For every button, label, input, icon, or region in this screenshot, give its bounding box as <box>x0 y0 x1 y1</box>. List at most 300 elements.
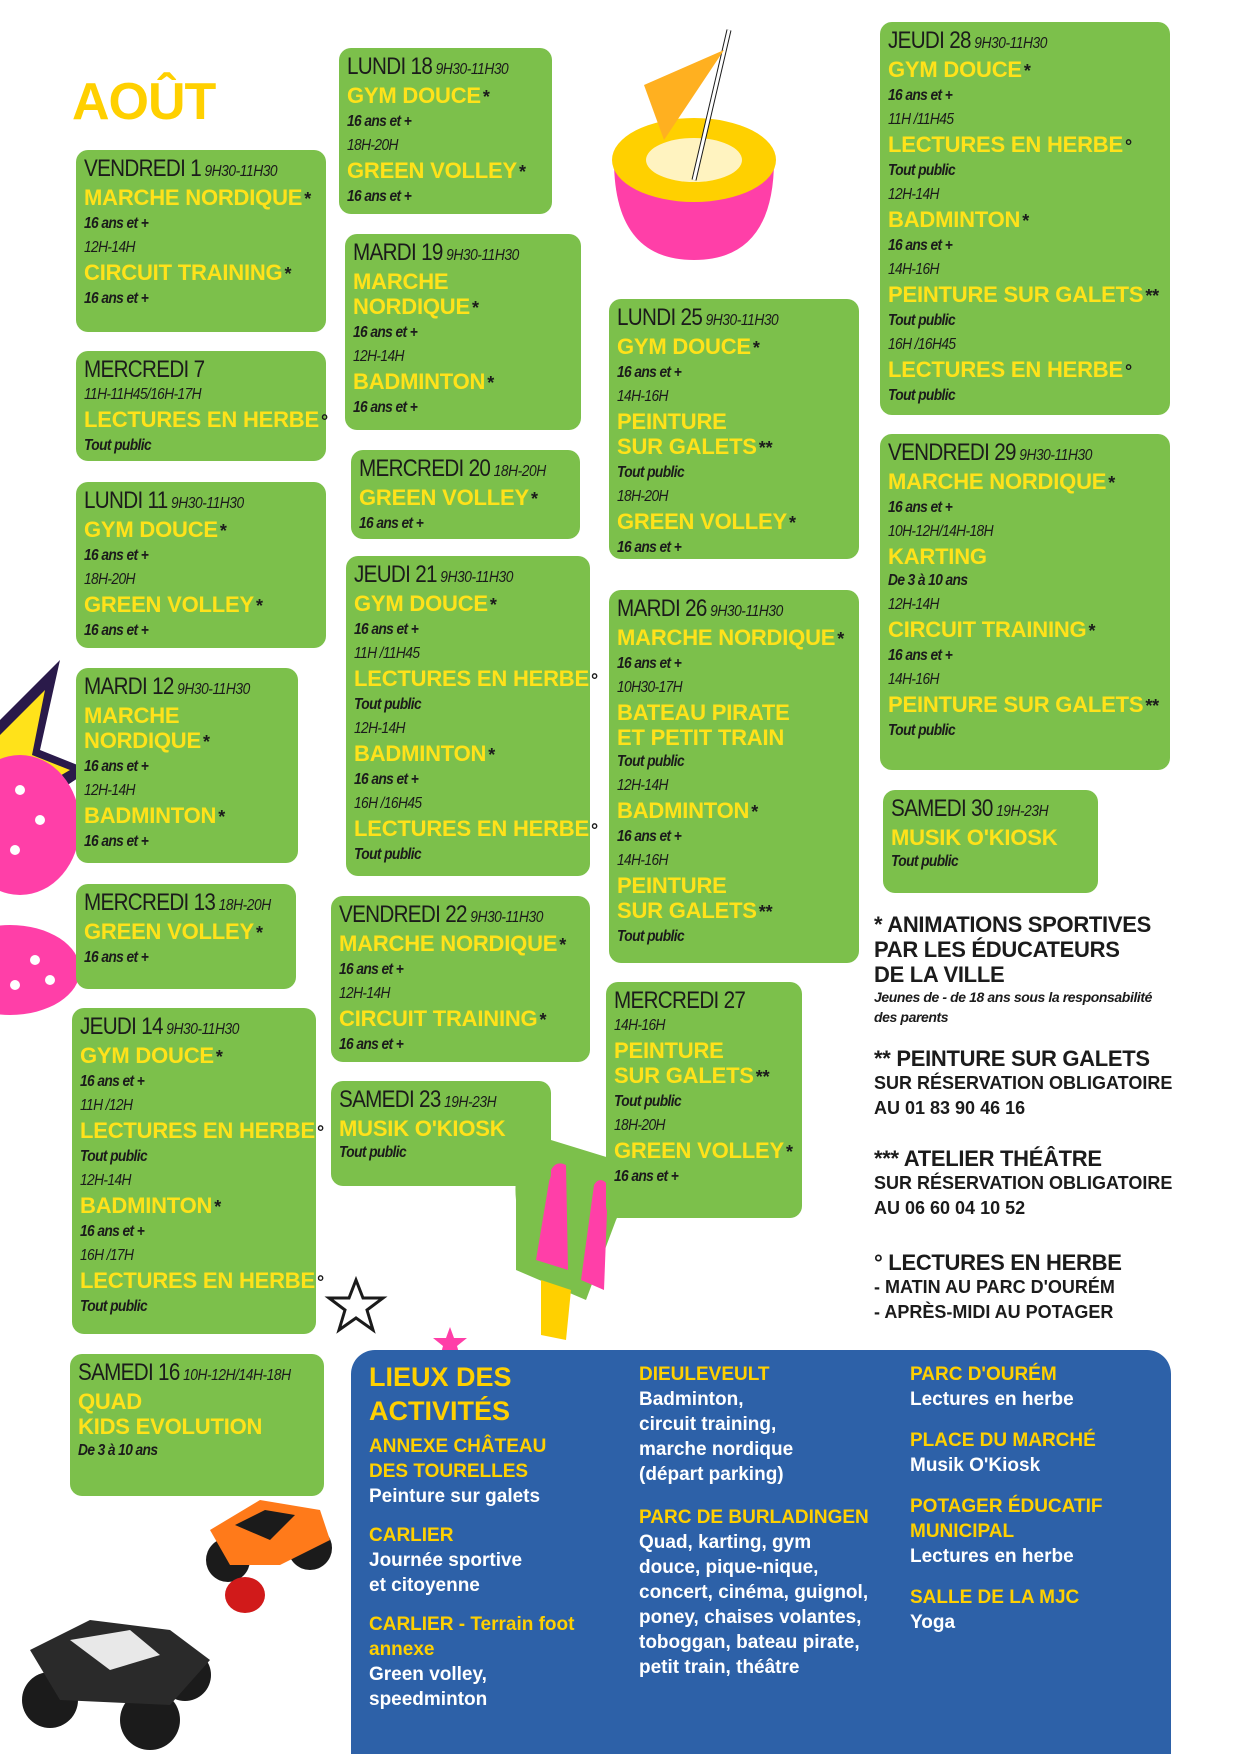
activity-marker: ° <box>316 1272 324 1292</box>
activity-label: GREEN VOLLEY <box>84 919 254 944</box>
activity-label: MARCHE <box>353 269 449 294</box>
activity-name <box>84 185 316 212</box>
legend-theatre-line-1: SUR RÉSERVATION OBLIGATOIRE <box>874 1173 1173 1193</box>
activity-hours: 11H /12H <box>80 1097 133 1114</box>
activity-marker: * <box>489 595 497 615</box>
activity-audience: 16 ans et + <box>888 87 953 104</box>
day-time: 9H30-11H30 <box>204 163 278 180</box>
activity-label: GREEN VOLLEY <box>84 592 254 617</box>
activity-label: GREEN VOLLEY <box>614 1138 784 1163</box>
day-card <box>883 790 1098 893</box>
activity-audience: 16 ans et + <box>617 364 682 381</box>
activity-marker: * <box>215 1047 223 1067</box>
lieux-title-1: LIEUX DES <box>369 1362 512 1392</box>
day-time: 9H30-11H30 <box>446 247 519 264</box>
day-time: 9H30-11H30 <box>974 35 1047 52</box>
activity-audience: 16 ans et + <box>84 949 149 966</box>
lieux-panel <box>351 1350 1171 1754</box>
activity-audience: Tout public <box>354 846 422 863</box>
activity-hours: 16H /17H <box>80 1247 134 1264</box>
day-card <box>339 48 552 214</box>
day-time: 9H30-11H30 <box>171 495 244 512</box>
activity-audience: 16 ans et + <box>353 324 418 341</box>
activity-marker: * <box>752 338 760 358</box>
day-date <box>84 357 284 383</box>
activity-label: LECTURES EN HERBE <box>354 666 589 691</box>
lieu-activities: Musik O'Kiosk <box>910 1455 1041 1476</box>
day-card <box>351 450 580 539</box>
activity-audience: 16 ans et + <box>617 655 682 672</box>
activity-marker: * <box>255 596 263 616</box>
day-date-label: JEUDI 14 <box>80 1013 163 1040</box>
activity-label: QUAD <box>78 1389 142 1414</box>
day-date-label: SAMEDI 23 <box>339 1086 441 1113</box>
activity-marker: * <box>1108 473 1116 493</box>
activity-label: GYM DOUCE <box>84 517 218 542</box>
lieu-activities: Lectures en herbe <box>910 1389 1074 1410</box>
activity-hours: 12H-14H <box>84 239 135 256</box>
activity-hours: 11H /11H45 <box>888 111 954 128</box>
day-date-label: MERCREDI 20 <box>359 455 491 482</box>
activity-name <box>617 434 849 461</box>
activity-name <box>84 260 316 287</box>
activity-label: MUSIK O'KIOSK <box>891 825 1058 850</box>
activity-name <box>617 798 849 825</box>
day-date <box>339 902 546 931</box>
activity-name <box>84 803 288 830</box>
activity-label: GREEN VOLLEY <box>359 485 529 510</box>
day-date <box>354 562 548 591</box>
activity-label: LECTURES EN HERBE <box>888 132 1123 157</box>
activity-label: NORDIQUE <box>84 728 201 753</box>
activity-name <box>347 158 542 185</box>
activity-label: CIRCUIT TRAINING <box>888 617 1087 642</box>
activity-audience: Tout public <box>617 753 685 770</box>
day-card <box>331 896 590 1062</box>
legend-theatre-line-2: AU 06 60 04 10 52 <box>874 1198 1026 1218</box>
day-time: 9H30-11H30 <box>166 1021 239 1038</box>
lieux-column-3 <box>910 1362 1160 1651</box>
day-time: 9H30-11H30 <box>440 569 513 586</box>
activity-label: BADMINTON <box>353 369 486 394</box>
activity-name <box>354 666 598 693</box>
activity-hours: 12H-14H <box>888 596 939 613</box>
activity-name <box>888 692 1160 719</box>
lieu-activities: Yoga <box>910 1612 956 1633</box>
legend-theatre <box>874 1146 1172 1221</box>
lieu-name: POTAGER ÉDUCATIF <box>910 1496 1103 1517</box>
activity-audience: 16 ans et + <box>84 622 149 639</box>
activity-name <box>359 485 570 512</box>
day-date <box>617 596 817 625</box>
legend-sport-title-3: DE LA VILLE <box>874 962 1005 987</box>
activity-marker: ° <box>1124 361 1132 381</box>
activity-name <box>354 741 580 768</box>
lieu-activities: douce, pique-nique, <box>639 1557 819 1578</box>
activity-label: PEINTURE <box>614 1038 724 1063</box>
activity-marker: * <box>518 162 526 182</box>
activity-label: BADMINTON <box>888 207 1021 232</box>
activity-marker: ** <box>1145 286 1159 306</box>
activity-label: BADMINTON <box>84 803 217 828</box>
lieu-name: PARC D'OURÉM <box>910 1364 1057 1385</box>
day-card <box>880 434 1170 770</box>
activity-marker: * <box>219 521 227 541</box>
activity-audience: 16 ans et + <box>888 237 953 254</box>
activity-marker: * <box>751 802 759 822</box>
day-date <box>359 455 546 485</box>
activity-label: CIRCUIT TRAINING <box>84 260 283 285</box>
activity-name <box>888 282 1160 309</box>
activity-name <box>78 1389 314 1414</box>
activity-label: ET PETIT TRAIN <box>617 725 785 750</box>
activity-marker: * <box>202 732 210 752</box>
activity-audience: De 3 à 10 ans <box>78 1442 158 1459</box>
lieu-name: PLACE DU MARCHÉ <box>910 1430 1096 1451</box>
activity-name <box>617 409 849 434</box>
activity-marker: ** <box>758 438 773 458</box>
activity-hours: 12H-14H <box>84 782 135 799</box>
activity-label: MARCHE <box>84 703 180 728</box>
activity-name <box>617 700 849 725</box>
activity-name <box>617 509 849 536</box>
activity-marker: * <box>218 807 226 827</box>
day-date-label: MARDI 12 <box>84 673 174 700</box>
day-date-label: LUNDI 18 <box>347 53 433 80</box>
activity-label: GREEN VOLLEY <box>347 158 517 183</box>
lieu-activities: et citoyenne <box>369 1575 480 1596</box>
activity-name <box>80 1268 324 1295</box>
activity-audience: 16 ans et + <box>888 499 953 516</box>
activity-name <box>353 369 571 396</box>
activity-marker: ° <box>320 411 328 431</box>
day-date <box>84 156 284 185</box>
activity-marker: * <box>559 935 567 955</box>
activity-audience: 16 ans et + <box>617 828 682 845</box>
activity-label: MARCHE NORDIQUE <box>617 625 836 650</box>
lieu-block <box>910 1428 1160 1478</box>
day-date <box>617 305 817 334</box>
activity-label: PEINTURE SUR GALETS <box>888 692 1144 717</box>
lieu-block <box>910 1585 1160 1635</box>
activity-name <box>84 407 328 434</box>
activity-audience: Tout public <box>888 312 956 329</box>
activity-marker: * <box>1088 621 1096 641</box>
activity-hours: 14H-16H <box>614 1017 665 1034</box>
day-date-label: SAMEDI 30 <box>891 795 993 822</box>
lieu-block <box>369 1612 609 1712</box>
day-card <box>609 299 859 559</box>
activity-marker: * <box>785 1142 793 1162</box>
activity-hours: 12H-14H <box>80 1172 131 1189</box>
activity-name <box>84 592 316 619</box>
activity-name <box>888 617 1160 644</box>
lieux-title-2: ACTIVITÉS <box>369 1396 511 1426</box>
activity-marker: * <box>1022 211 1030 231</box>
legend-sport <box>874 912 1152 1027</box>
activity-hours: 11H-11H45/16H-17H <box>84 386 201 403</box>
lieu-name: ANNEXE CHÂTEAU <box>369 1436 547 1457</box>
activity-marker: ** <box>1145 696 1159 716</box>
day-date-label: MARDI 26 <box>617 595 707 622</box>
activity-hours: 14H-16H <box>617 852 668 869</box>
day-date-label: MERCREDI 27 <box>614 987 746 1014</box>
day-time: 9H30-11H30 <box>710 603 783 620</box>
activity-label: CIRCUIT TRAINING <box>339 1006 538 1031</box>
legend-lectures-line-2: - APRÈS-MIDI AU POTAGER <box>874 1302 1114 1322</box>
activity-name <box>84 728 288 755</box>
activity-marker: * <box>487 373 495 393</box>
lieu-activities: petit train, théâtre <box>639 1657 800 1678</box>
activity-name <box>617 873 849 898</box>
day-date-label: VENDREDI 1 <box>84 155 202 182</box>
quad-bikes-illustration <box>20 1470 330 1750</box>
activity-marker: * <box>530 489 538 509</box>
activity-audience: 16 ans et + <box>84 833 149 850</box>
activity-name <box>888 469 1160 496</box>
activity-audience: 16 ans et + <box>347 188 412 205</box>
activity-marker: * <box>304 189 312 209</box>
day-time: 18H-20H <box>218 897 271 914</box>
lieu-activities: poney, chaises volantes, <box>639 1607 862 1628</box>
activity-name <box>617 898 849 925</box>
activity-name <box>80 1193 306 1220</box>
activity-name <box>339 1006 580 1033</box>
day-card <box>76 150 326 332</box>
activity-label: MARCHE NORDIQUE <box>888 469 1107 494</box>
lieu-activities: Peinture sur galets <box>369 1486 541 1507</box>
day-date-label: JEUDI 21 <box>354 561 437 588</box>
day-date-label: MARDI 19 <box>353 239 443 266</box>
activity-label: GYM DOUCE <box>888 57 1022 82</box>
activity-audience: De 3 à 10 ans <box>888 572 968 589</box>
activity-marker: * <box>255 923 263 943</box>
activity-name <box>339 931 580 958</box>
lieu-activities: speedminton <box>369 1689 488 1710</box>
activity-hours: 14H-16H <box>888 261 939 278</box>
day-date-label: LUNDI 25 <box>617 304 703 331</box>
lieu-activities: toboggan, bateau pirate, <box>639 1632 860 1653</box>
activity-label: MUSIK O'KIOSK <box>339 1116 506 1141</box>
activity-marker: * <box>482 87 490 107</box>
lieu-activities: Green volley, <box>369 1664 487 1685</box>
legend-galets-line-2: AU 01 83 90 46 16 <box>874 1098 1026 1118</box>
activity-label: SUR GALETS <box>617 434 757 459</box>
day-date <box>347 54 515 83</box>
activity-name <box>80 1043 306 1070</box>
activity-label: KIDS EVOLUTION <box>78 1414 263 1439</box>
activity-label: PEINTURE SUR GALETS <box>888 282 1144 307</box>
activity-hours: 12H-14H <box>617 777 668 794</box>
activity-name <box>354 816 598 843</box>
activity-hours: 18H-20H <box>84 571 135 588</box>
activity-hours: 10H-12H/14H-18H <box>888 523 993 540</box>
activity-audience: Tout public <box>888 387 956 404</box>
day-time: 19H-23H <box>444 1094 497 1111</box>
activity-marker: ** <box>755 1067 770 1087</box>
day-card <box>76 351 326 461</box>
activity-audience: Tout public <box>617 928 685 945</box>
activity-marker: * <box>471 298 479 318</box>
activity-name <box>84 517 316 544</box>
activity-label: PEINTURE <box>617 409 727 434</box>
activity-name <box>347 83 542 110</box>
activity-audience: Tout public <box>84 437 152 454</box>
lieu-name: MUNICIPAL <box>910 1521 1015 1542</box>
lieu-name: DIEULEVEULT <box>639 1364 770 1385</box>
lieu-name: DES TOURELLES <box>369 1461 529 1482</box>
activity-audience: Tout public <box>888 162 956 179</box>
activity-name <box>353 294 571 321</box>
day-card <box>76 482 326 648</box>
activity-label: LECTURES EN HERBE <box>354 816 589 841</box>
activity-audience: Tout public <box>617 464 685 481</box>
legend-sport-note-2: des parents <box>874 1009 949 1025</box>
day-date-label: JEUDI 28 <box>888 27 971 54</box>
activity-label: BADMINTON <box>80 1193 213 1218</box>
activity-marker: ° <box>1124 136 1132 156</box>
day-time: 10H-12H/14H-18H <box>183 1367 291 1384</box>
activity-label: BATEAU PIRATE <box>617 700 790 725</box>
lieu-activities: Lectures en herbe <box>910 1546 1074 1567</box>
day-date-label: MERCREDI 7 <box>84 356 205 383</box>
activity-hours: 11H /11H45 <box>354 645 420 662</box>
lieu-name: annexe <box>369 1639 435 1660</box>
legend-lectures <box>874 1250 1122 1325</box>
activity-marker: * <box>837 629 845 649</box>
lieu-name: PARC DE BURLADINGEN <box>639 1507 869 1528</box>
legend-galets-title: ** PEINTURE SUR GALETS <box>874 1046 1150 1071</box>
activity-name <box>80 1118 324 1145</box>
activity-audience: 16 ans et + <box>339 961 404 978</box>
day-card <box>880 22 1170 415</box>
activity-audience: 16 ans et + <box>614 1168 679 1185</box>
activity-name <box>84 703 288 728</box>
activity-audience: 16 ans et + <box>617 539 682 556</box>
legend-lectures-title: ° LECTURES EN HERBE <box>874 1250 1122 1275</box>
day-date <box>891 796 1060 825</box>
activity-name <box>84 919 286 946</box>
activity-audience: 16 ans et + <box>354 621 419 638</box>
lieu-activities: circuit training, <box>639 1414 777 1435</box>
day-date-label: VENDREDI 22 <box>339 901 467 928</box>
day-time: 18H-20H <box>493 463 546 480</box>
day-date-label: LUNDI 11 <box>84 487 168 514</box>
day-card <box>609 590 859 963</box>
day-time: 9H30-11H30 <box>177 681 250 698</box>
activity-hours: 12H-14H <box>353 348 404 365</box>
activity-name <box>888 132 1160 159</box>
activity-name <box>891 825 1088 850</box>
day-date-label: SAMEDI 16 <box>78 1359 180 1386</box>
activity-audience: Tout public <box>80 1148 148 1165</box>
activity-marker: * <box>214 1197 222 1217</box>
activity-name <box>888 57 1160 84</box>
day-card <box>606 982 802 1218</box>
activity-name <box>353 269 571 294</box>
day-date <box>80 1014 274 1043</box>
activity-audience: Tout public <box>888 722 956 739</box>
activity-audience: Tout public <box>339 1144 407 1161</box>
day-card <box>345 234 581 430</box>
day-date-label: MERCREDI 13 <box>84 889 216 916</box>
activity-audience: 16 ans et + <box>80 1223 145 1240</box>
activity-name <box>614 1038 792 1063</box>
activity-audience: 16 ans et + <box>888 647 953 664</box>
day-card <box>76 668 298 863</box>
activity-label: LECTURES EN HERBE <box>84 407 319 432</box>
lieu-block <box>369 1523 609 1598</box>
legend-theatre-title: *** ATELIER THÉÂTRE <box>874 1146 1102 1171</box>
activity-marker: ° <box>590 670 598 690</box>
lieu-activities: marche nordique <box>639 1439 794 1460</box>
day-time: 9H30-11H30 <box>435 61 509 78</box>
activity-label: LECTURES EN HERBE <box>80 1118 315 1143</box>
lieu-name: SALLE DE LA MJC <box>910 1587 1080 1608</box>
lieu-block <box>910 1362 1160 1412</box>
lieu-block <box>639 1505 899 1680</box>
day-date <box>614 988 767 1014</box>
activity-audience: Tout public <box>891 853 959 870</box>
legend-sport-title-1: * ANIMATIONS SPORTIVES <box>874 912 1151 937</box>
activity-audience: 16 ans et + <box>339 1036 404 1053</box>
day-date <box>888 440 1122 469</box>
day-card <box>70 1354 324 1496</box>
activity-label: BADMINTON <box>617 798 750 823</box>
activity-hours: 16H /16H45 <box>888 336 956 353</box>
day-date <box>84 674 259 703</box>
activity-audience: 16 ans et + <box>353 399 418 416</box>
activity-label: GYM DOUCE <box>617 334 751 359</box>
activity-hours: 18H-20H <box>617 488 668 505</box>
activity-hours: 12H-14H <box>354 720 405 737</box>
lieux-column-2 <box>639 1362 899 1698</box>
activity-name <box>614 1063 792 1090</box>
day-card <box>346 556 598 876</box>
star-outline-icon <box>326 1278 386 1333</box>
activity-label: KARTING <box>888 544 987 569</box>
activity-name <box>614 1138 792 1165</box>
lieu-block <box>639 1362 899 1487</box>
day-date <box>78 1359 291 1389</box>
day-date <box>84 488 284 517</box>
lieu-name: CARLIER - Terrain foot <box>369 1614 575 1635</box>
activity-marker: ° <box>316 1122 324 1142</box>
activity-marker: ° <box>590 820 598 840</box>
activity-marker: * <box>488 745 496 765</box>
activity-label: GYM DOUCE <box>80 1043 214 1068</box>
activity-name <box>888 544 1160 569</box>
lieu-activities: Badminton, <box>639 1389 744 1410</box>
day-time: 9H30-11H30 <box>470 909 543 926</box>
day-time: 9H30-11H30 <box>1019 447 1092 464</box>
activity-audience: Tout public <box>354 696 422 713</box>
day-card <box>72 1008 324 1334</box>
day-time: 19H-23H <box>996 803 1049 820</box>
activity-audience: 16 ans et + <box>80 1073 145 1090</box>
activity-marker: * <box>788 513 796 533</box>
legend-lectures-line-1: - MATIN AU PARC D'OURÉM <box>874 1277 1115 1297</box>
activity-hours: 10H30-17H <box>617 679 682 696</box>
legend-sport-note-1: Jeunes de - de 18 ans sous la responsabilité <box>874 989 1153 1005</box>
lieu-activities: Quad, karting, gym <box>639 1532 812 1553</box>
activity-audience: 16 ans et + <box>84 758 149 775</box>
lieu-activities: (départ parking) <box>639 1464 784 1485</box>
lieu-activities: Journée sportive <box>369 1550 523 1571</box>
activity-marker: * <box>539 1010 547 1030</box>
activity-marker: * <box>284 264 292 284</box>
melon-cocktail-illustration <box>604 30 804 260</box>
